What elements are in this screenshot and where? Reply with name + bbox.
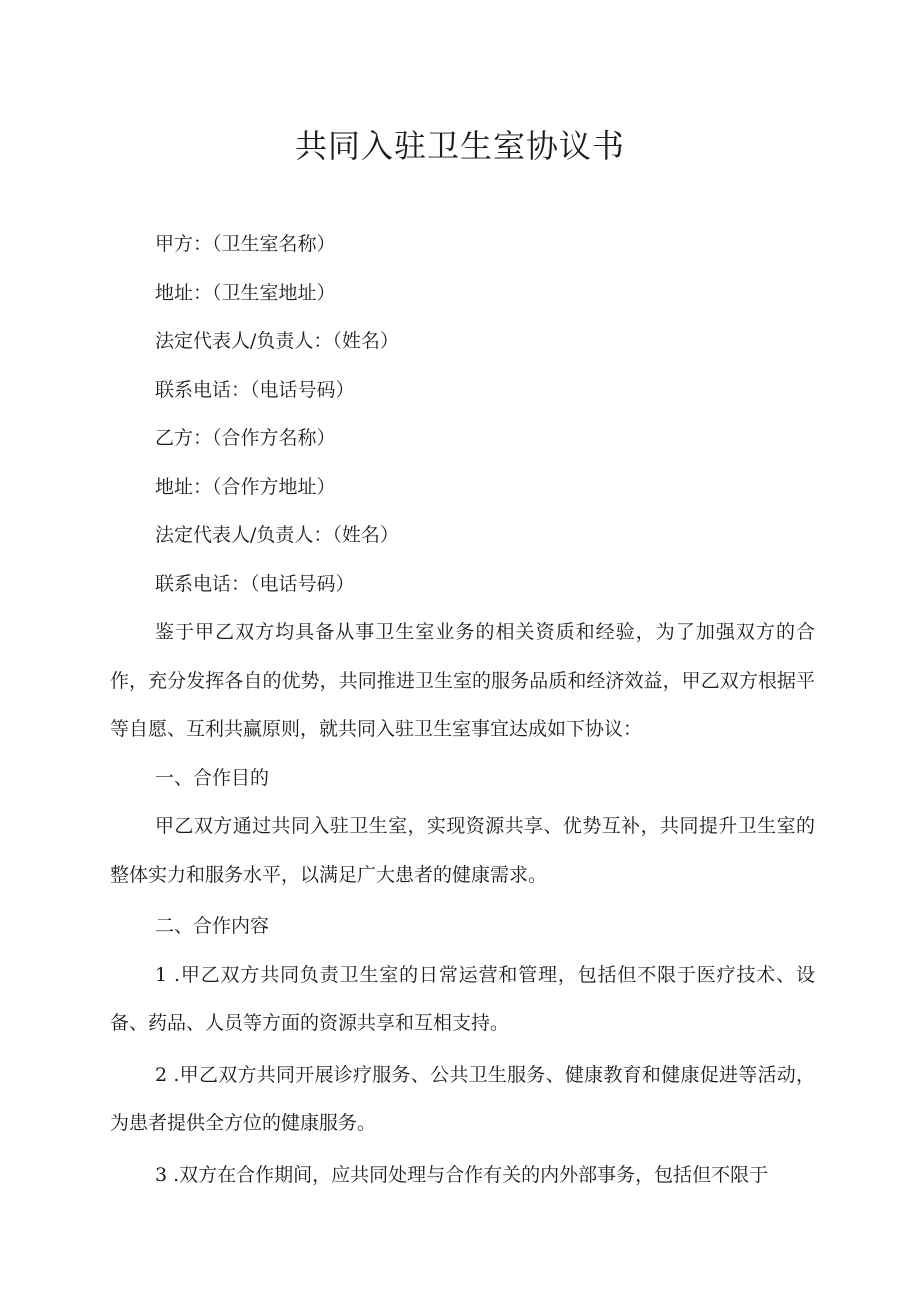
- section-1-text: 甲乙双方通过共同入驻卫生室，实现资源共享、优势互补，共同提升卫生室的整体实力和服务水平，以满足广大患者的健康需求。: [110, 815, 815, 886]
- section-1-heading: 一、合作目的: [155, 766, 270, 789]
- party-b-name: 乙方：（合作方名称）: [155, 427, 336, 449]
- party-a-name: 甲方：（卫生室名称）: [155, 233, 336, 255]
- section-2-item-2: 2 .甲乙双方共同开展诊疗服务、公共卫生服务、健康教育和健康促进等活动，为患者提供全方位的健康服务。: [110, 1063, 815, 1134]
- section-2-item-1: 1 .甲乙双方共同负责卫生室的日常运营和管理，包括但不限于医疗技术、设备、药品、人员等方面的资源共享和互相支持。: [110, 963, 815, 1034]
- document-title: 共同入驻卫生室协议书: [294, 127, 625, 165]
- section-2-item-3: 3 .双方在合作期间，应共同处理与合作有关的内外部事务，包括但不限于: [155, 1163, 769, 1186]
- party-a-phone: 联系电话：（电话号码）: [155, 378, 355, 401]
- party-b-phone: 联系电话：（电话号码）: [155, 572, 355, 595]
- section-2-heading: 二、合作内容: [155, 915, 270, 937]
- party-b-representative: 法定代表人/负责人：（姓名）: [155, 524, 399, 546]
- party-a-representative: 法定代表人/负责人：（姓名）: [155, 330, 399, 352]
- preamble-paragraph: 鉴于甲乙双方均具备从事卫生室业务的相关资质和经验，为了加强双方的合作，充分发挥各自的优势，共同推进卫生室的服务品质和经济效益，甲乙双方根据平等自愿、互利共赢原则，就共同入驻卫生室事宜达成如下协议：: [110, 621, 815, 740]
- document-body: [110, 220, 815, 1199]
- party-b-address: 地址：（合作方地址）: [155, 475, 336, 498]
- party-a-address: 地址：（卫生室地址）: [155, 281, 336, 304]
